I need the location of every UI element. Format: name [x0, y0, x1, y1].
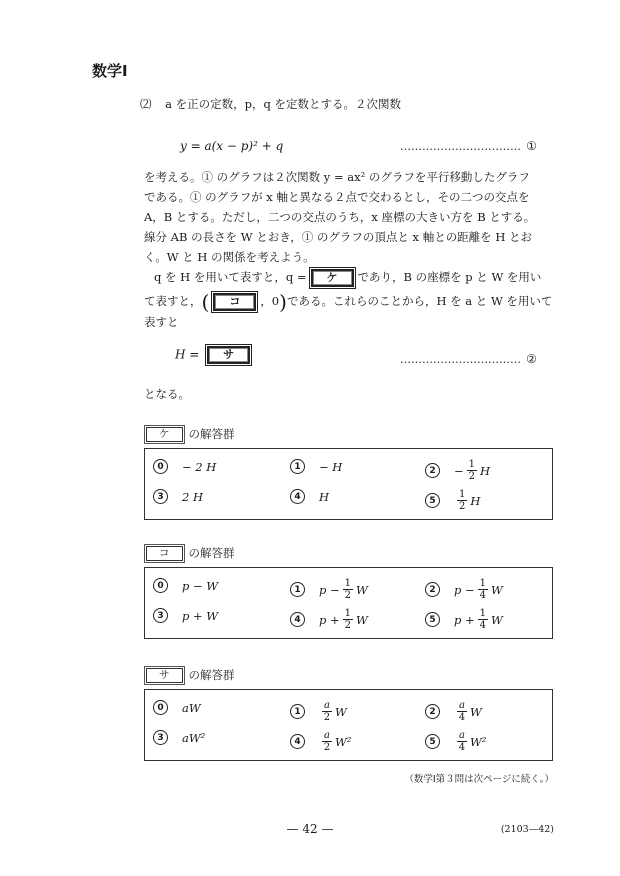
- equation-label: ①: [526, 139, 537, 153]
- body-line: く。W と H の関係を考えよう。: [144, 250, 315, 264]
- choice-expr: p −: [454, 582, 475, 597]
- choice-number: 1: [290, 582, 305, 597]
- denominator: 2: [459, 501, 466, 512]
- numerator: a: [324, 700, 330, 711]
- paren-close: ): [279, 290, 287, 314]
- denominator: 2: [468, 471, 476, 482]
- choice-expr: −: [454, 463, 464, 478]
- choice-expr-tail: W²: [334, 734, 352, 749]
- answer-group-label: [146, 426, 235, 442]
- numerator: 1: [479, 578, 487, 589]
- fraction: [457, 489, 467, 512]
- choice-number: 3: [153, 730, 168, 745]
- choice-number: 5: [425, 493, 440, 508]
- answer-choice[interactable]: [425, 730, 486, 753]
- answer-choice[interactable]: [290, 700, 347, 723]
- numerator: 1: [344, 578, 352, 589]
- numerator: a: [459, 700, 465, 711]
- choice-expr-tail: W: [356, 612, 368, 627]
- subject-title: 数学Ⅰ: [92, 62, 128, 80]
- denominator: 4: [458, 742, 466, 753]
- choice-expr: H: [319, 489, 330, 504]
- choice-expr-tail: W: [491, 612, 503, 627]
- choice-number: 4: [290, 612, 305, 627]
- fraction: [467, 459, 477, 482]
- exam-code: (2103—42): [500, 824, 554, 835]
- denominator: 4: [458, 712, 466, 723]
- body-line: 表すと: [144, 315, 179, 329]
- answer-box-sa[interactable]: サ: [207, 346, 250, 364]
- choice-expr: 2 H: [182, 489, 204, 504]
- choice-number: 2: [425, 463, 440, 478]
- continue-note: （数学Ⅰ第３問は次ページに続く。）: [404, 774, 554, 785]
- fraction: [343, 608, 353, 631]
- answer-choice[interactable]: [290, 489, 329, 504]
- choice-expr: aW: [182, 700, 201, 715]
- answer-box-ke[interactable]: ケ: [311, 269, 354, 287]
- body-line: A，B とする。ただし，二つの交点のうち，x 座標の大きい方を B とする。: [144, 210, 536, 224]
- choice-expr-tail: H: [480, 463, 491, 478]
- choice-number: 4: [290, 489, 305, 504]
- leader-dots: ……………………………: [400, 140, 521, 153]
- text: ，0: [260, 294, 280, 308]
- choice-number: 3: [153, 489, 168, 504]
- answer-choice[interactable]: [425, 608, 503, 631]
- problem-body: [144, 167, 554, 332]
- conclusion: となる。: [144, 387, 190, 401]
- choice-expr: − H: [319, 459, 343, 474]
- answer-choice[interactable]: [153, 578, 218, 593]
- answer-group-box: ケ: [146, 427, 183, 442]
- choice-number: 0: [153, 459, 168, 474]
- fraction: [322, 730, 332, 753]
- answer-box-ko[interactable]: コ: [213, 293, 256, 311]
- leader-dots: ……………………………: [400, 353, 521, 366]
- page-number: — 42 —: [286, 822, 334, 836]
- fraction: [457, 700, 467, 723]
- text: て表すと，: [144, 294, 202, 308]
- text: である。これらのことから，H を a と W を用いて: [286, 294, 553, 308]
- fraction: [457, 730, 467, 753]
- answer-choices: [144, 567, 553, 639]
- body-line: 線分 AB の長さを W とおき，① のグラフの頂点と x 軸との距離を H とお: [144, 230, 533, 244]
- denominator: 4: [479, 620, 487, 631]
- choice-expr-tail: H: [470, 493, 481, 508]
- answer-choice[interactable]: [153, 459, 216, 474]
- body-line: を考える。① のグラフは２次関数 y = ax² のグラフを平行移動したグラフ: [144, 170, 530, 184]
- choice-number: 5: [425, 734, 440, 749]
- text: q を H を用いて表すと，q =: [154, 270, 307, 284]
- answer-choice[interactable]: [290, 730, 351, 753]
- choice-expr: p − W: [182, 578, 219, 593]
- answer-choices: [144, 689, 553, 761]
- answer-choice[interactable]: [153, 730, 205, 745]
- equation-1: [180, 135, 283, 154]
- choice-expr: aW²: [182, 730, 206, 745]
- fraction: [343, 578, 353, 601]
- answer-choice[interactable]: [153, 700, 201, 715]
- choice-number: 1: [290, 459, 305, 474]
- fraction: [478, 578, 488, 601]
- choice-number: 3: [153, 608, 168, 623]
- equation-1-text: y = a(x − p)² + q: [180, 139, 284, 153]
- choice-number: 0: [153, 578, 168, 593]
- answer-choice[interactable]: [425, 489, 480, 512]
- numerator: 1: [344, 608, 352, 619]
- answer-choices: [144, 448, 553, 520]
- question-intro: [140, 96, 401, 112]
- body-line-b: [144, 291, 554, 312]
- answer-choice[interactable]: [290, 459, 342, 474]
- choice-expr-tail: W²: [469, 734, 487, 749]
- numerator: 1: [468, 459, 476, 470]
- answer-group-title: の解答群: [188, 427, 235, 441]
- numerator: 1: [479, 608, 487, 619]
- denominator: 2: [323, 712, 331, 723]
- choice-expr: p −: [319, 582, 340, 597]
- choice-number: 0: [153, 700, 168, 715]
- equation-1-ref: [400, 135, 537, 154]
- answer-choice[interactable]: [425, 459, 490, 482]
- numerator: 1: [459, 489, 466, 500]
- paren-open: (: [201, 290, 210, 314]
- answer-group-title: の解答群: [188, 546, 235, 560]
- choice-expr-tail: W: [334, 704, 347, 719]
- fraction: [322, 700, 332, 723]
- choice-number: 2: [425, 704, 440, 719]
- choice-expr-tail: W: [356, 582, 368, 597]
- answer-choice[interactable]: [290, 578, 368, 601]
- denominator: 4: [479, 590, 487, 601]
- body-line-q: [144, 267, 554, 287]
- body-line: である。① のグラフが x 軸と異なる２点で交わるとし，その二つの交点を: [144, 190, 530, 204]
- equation-2-lhs: H =: [175, 347, 200, 362]
- answer-group-title: の解答群: [188, 668, 235, 682]
- answer-group-box: コ: [146, 546, 183, 561]
- equation-label: ②: [526, 352, 537, 366]
- numerator: a: [459, 730, 465, 741]
- denominator: 2: [344, 590, 352, 601]
- text: であり，B の座標を p と W を用い: [357, 270, 542, 284]
- answer-choice[interactable]: [425, 700, 482, 723]
- denominator: 2: [323, 742, 331, 753]
- choice-number: 2: [425, 582, 440, 597]
- numerator: a: [324, 730, 330, 741]
- choice-expr: p +: [319, 612, 340, 627]
- choice-expr: − 2 H: [182, 459, 217, 474]
- equation-2: [175, 346, 254, 364]
- choice-expr: p +: [454, 612, 475, 627]
- choice-expr-tail: W: [491, 582, 503, 597]
- choice-number: 5: [425, 612, 440, 627]
- answer-choice[interactable]: [153, 489, 203, 504]
- choice-number: 4: [290, 734, 305, 749]
- choice-expr: p + W: [182, 608, 219, 623]
- answer-choice[interactable]: [425, 578, 503, 601]
- question-number: ⑵: [140, 97, 152, 111]
- choice-expr-tail: W: [469, 704, 482, 719]
- answer-group-box: サ: [146, 668, 183, 683]
- answer-choice[interactable]: [153, 608, 218, 623]
- answer-group-label: [146, 667, 235, 683]
- answer-group-label: [146, 545, 235, 561]
- fraction: [478, 608, 488, 631]
- intro-text: a を正の定数，p，q を定数とする。２次関数: [165, 97, 402, 111]
- equation-2-ref: [400, 348, 537, 367]
- denominator: 2: [344, 620, 352, 631]
- choice-number: 1: [290, 704, 305, 719]
- answer-choice[interactable]: [290, 608, 368, 631]
